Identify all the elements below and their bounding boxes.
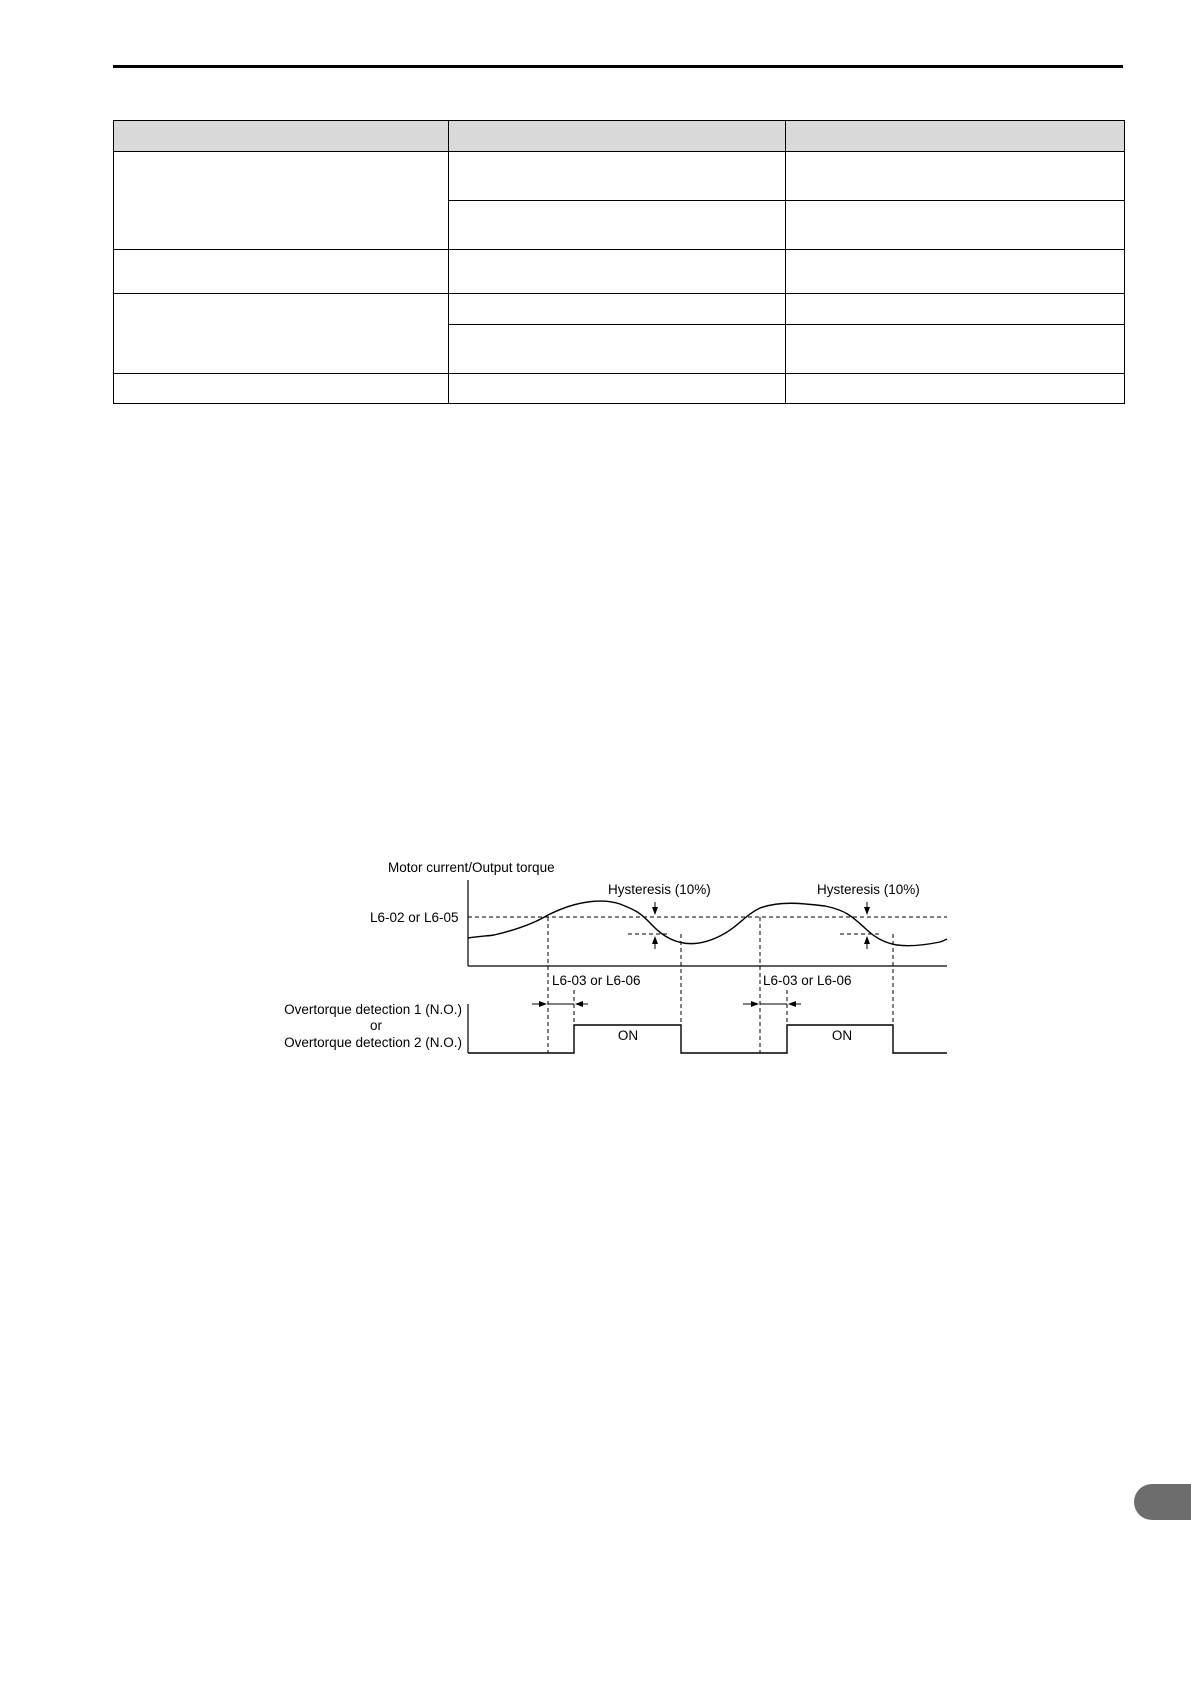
pulse-on-label-2: ON bbox=[831, 1028, 853, 1043]
table-cell bbox=[114, 374, 449, 404]
output-signal-trace bbox=[468, 1025, 947, 1053]
output-signal-label-line1: Overtorque detection 1 (N.O.) bbox=[284, 1002, 462, 1017]
torque-waveform bbox=[468, 901, 947, 946]
table-cell bbox=[114, 152, 449, 250]
table-cell bbox=[449, 374, 786, 404]
table-cell bbox=[449, 294, 786, 325]
hysteresis-label-1: Hysteresis (10%) bbox=[608, 882, 711, 897]
parameter-table bbox=[113, 120, 1125, 404]
table-row bbox=[114, 250, 1125, 294]
page-tab bbox=[1134, 1484, 1191, 1520]
pulse-on-label-1: ON bbox=[617, 1028, 639, 1043]
table-header-row bbox=[114, 121, 1125, 152]
table-header-cell bbox=[114, 121, 449, 152]
table-cell bbox=[114, 250, 449, 294]
table-cell bbox=[449, 201, 786, 250]
table-cell bbox=[786, 152, 1125, 201]
output-signal-label-line3: Overtorque detection 2 (N.O.) bbox=[284, 1035, 462, 1050]
table-header-cell bbox=[449, 121, 786, 152]
y-axis-title: Motor current/Output torque bbox=[388, 860, 555, 875]
overtorque-timing-diagram bbox=[280, 850, 960, 1070]
table-header-cell bbox=[786, 121, 1125, 152]
header-rule bbox=[113, 65, 1123, 68]
table-row bbox=[114, 294, 1125, 325]
delay-time-label-2: L6-03 or L6-06 bbox=[763, 973, 852, 988]
hysteresis-label-2: Hysteresis (10%) bbox=[817, 882, 920, 897]
table-cell bbox=[786, 325, 1125, 374]
table-cell bbox=[449, 250, 786, 294]
table-cell bbox=[786, 294, 1125, 325]
delay-time-label-1: L6-03 or L6-06 bbox=[552, 973, 641, 988]
detection-level-label: L6-02 or L6-05 bbox=[370, 910, 459, 925]
table-cell bbox=[114, 294, 449, 374]
table-row bbox=[114, 152, 1125, 201]
output-signal-label-line2: or bbox=[369, 1018, 383, 1033]
table-cell bbox=[449, 152, 786, 201]
table-cell bbox=[786, 250, 1125, 294]
table-cell bbox=[786, 201, 1125, 250]
table-cell bbox=[786, 374, 1125, 404]
table-row bbox=[114, 374, 1125, 404]
table-cell bbox=[449, 325, 786, 374]
